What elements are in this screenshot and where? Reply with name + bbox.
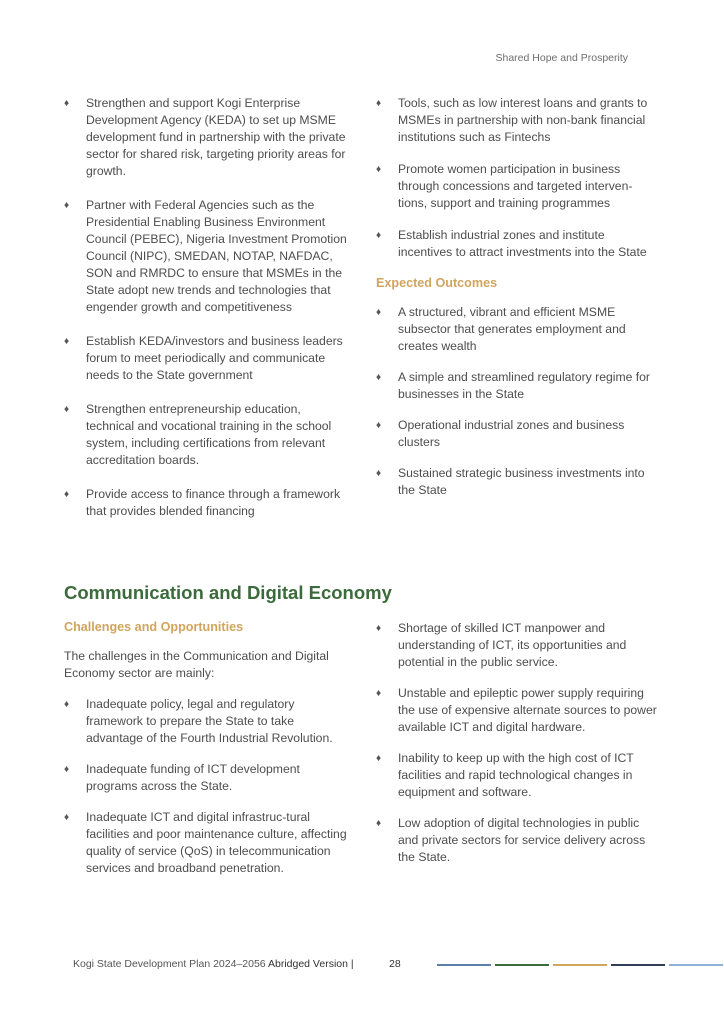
diamond-bullet-icon: ♦ xyxy=(376,98,382,109)
diamond-bullet-icon: ♦ xyxy=(64,200,70,211)
bullet-list xyxy=(376,95,660,261)
diamond-bullet-icon: ♦ xyxy=(376,420,382,431)
list-item: ♦ Partner with Federal Agencies such as the Presidential Enabling Business Environment Council (PEBEC), Nigeria Investment Promotion Council (NIPC), SMEDAN, NOTAP, NAFDAC, SON and RMRDC to ensure that MSMEs in the State adopt new trends and technologies that engender growth and competitiveness xyxy=(64,198,347,314)
list-item: ♦ Inadequate ICT and digital infrastruc-tural facilities and poor maintenance culture, affecting quality of service (QoS) in telecommunication services and broadband penetration. xyxy=(64,810,347,875)
top-right-column xyxy=(376,95,660,499)
diamond-bullet-icon: ♦ xyxy=(376,623,382,634)
diamond-bullet-icon: ♦ xyxy=(64,98,70,109)
list-item: ♦ Provide access to finance through a framework that provides blended financing xyxy=(64,487,341,518)
list-item: ♦ A simple and streamlined regulatory regime for businesses in the State xyxy=(376,370,650,401)
header-tagline: Shared Hope and Prosperity xyxy=(495,52,628,64)
diamond-bullet-icon: ♦ xyxy=(64,336,70,347)
footer-bar xyxy=(553,964,607,966)
list-item: ♦ Promote women participation in business through concessions and targeted interven-tions, support and training programmes xyxy=(376,162,633,210)
section-title: Communication and Digital Economy xyxy=(64,582,392,603)
diamond-bullet-icon: ♦ xyxy=(376,307,382,318)
list-item: ♦ Tools, such as low interest loans and grants to MSMEs in partnership with non-bank financial institutions such as Fintechs xyxy=(376,96,648,144)
section-intro: The challenges in the Communication and Digital Economy sector are mainly: xyxy=(64,649,329,680)
list-item: ♦ Establish industrial zones and institute incentives to attract investments into the State xyxy=(376,228,647,259)
bottom-left-column xyxy=(64,620,350,877)
list-item: ♦ Strengthen entrepreneurship education, technical and vocational training in the school system, including certifications from relevant accreditation boards. xyxy=(64,402,332,467)
footer xyxy=(73,958,401,970)
list-item: ♦ Low adoption of digital technologies in public and private sectors for service delivery across the State. xyxy=(376,816,646,864)
list-item: ♦ A structured, vibrant and efficient MSME subsector that generates employment and creates wealth xyxy=(376,305,626,353)
top-left-column xyxy=(64,95,350,520)
bottom-right-column xyxy=(376,620,660,866)
challenges-list-right xyxy=(376,620,660,866)
diamond-bullet-icon: ♦ xyxy=(64,764,70,775)
diamond-bullet-icon: ♦ xyxy=(376,164,382,175)
list-item: ♦ Operational industrial zones and business clusters xyxy=(376,418,625,449)
diamond-bullet-icon: ♦ xyxy=(64,699,70,710)
challenges-heading: Challenges and Opportunities xyxy=(64,620,244,634)
diamond-bullet-icon: ♦ xyxy=(376,372,382,383)
challenges-list-left xyxy=(64,696,350,877)
diamond-bullet-icon: ♦ xyxy=(64,404,70,415)
list-item: ♦ Inadequate policy, legal and regulatory framework to prepare the State to take advantage of the Fourth Industrial Revolution. xyxy=(64,697,333,745)
footer-version: Abridged Version | xyxy=(267,958,354,970)
list-item: ♦ Strengthen and support Kogi Enterprise Development Agency (KEDA) to set up MSME development fund in partnership with the private sector for shared risk, targeting priority areas for growth. xyxy=(64,96,346,178)
footer-bar xyxy=(669,964,723,966)
outcomes-list xyxy=(376,304,660,499)
footer-plan-title: Kogi State Development Plan 2024–2056 xyxy=(73,958,266,970)
list-item: ♦ Sustained strategic business investments into the State xyxy=(376,466,645,497)
diamond-bullet-icon: ♦ xyxy=(376,468,382,479)
footer-bar xyxy=(437,964,491,966)
footer-bar xyxy=(611,964,665,966)
list-item: ♦ Inability to keep up with the high cost of ICT facilities and rapid technological changes in equipment and software. xyxy=(376,751,634,799)
bullet-list xyxy=(64,95,350,520)
diamond-bullet-icon: ♦ xyxy=(64,812,70,823)
diamond-bullet-icon: ♦ xyxy=(376,688,382,699)
diamond-bullet-icon: ♦ xyxy=(376,818,382,829)
diamond-bullet-icon: ♦ xyxy=(376,230,382,241)
list-item: ♦ Shortage of skilled ICT manpower and understanding of ICT, its opportunities and potential in the public service. xyxy=(376,621,627,669)
page-number: 28 xyxy=(389,958,401,970)
list-item: ♦ Unstable and epileptic power supply requiring the use of expensive alternate sources to power available ICT and digital hardware. xyxy=(376,686,657,734)
expected-outcomes-heading: Expected Outcomes xyxy=(376,276,498,290)
list-item: ♦ Inadequate funding of ICT development programs across the State. xyxy=(64,762,300,793)
diamond-bullet-icon: ♦ xyxy=(64,489,70,500)
list-item: ♦ Establish KEDA/investors and business leaders forum to meet periodically and communicate needs to the State government xyxy=(64,334,343,382)
diamond-bullet-icon: ♦ xyxy=(376,753,382,764)
footer-bar xyxy=(495,964,549,966)
